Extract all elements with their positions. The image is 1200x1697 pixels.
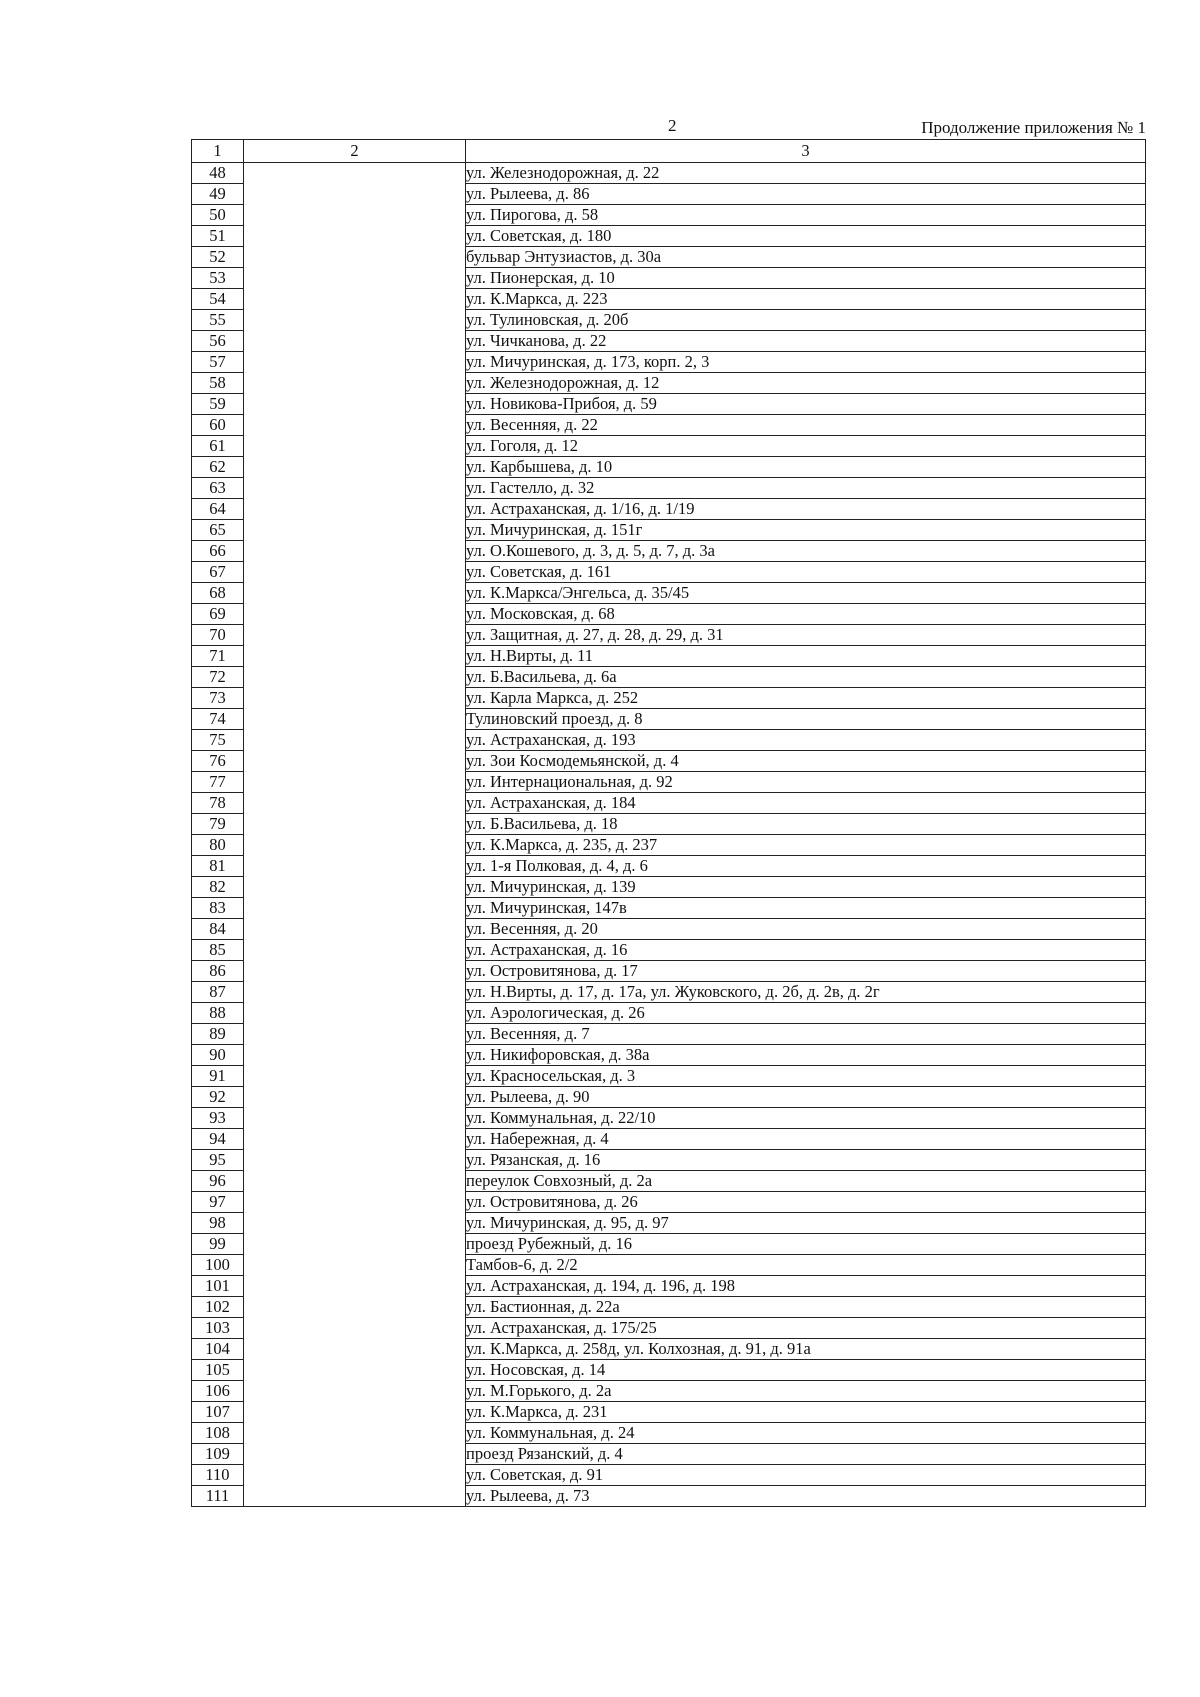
row-number: 50 (192, 205, 244, 226)
address-cell: ул. Астраханская, д. 175/25 (466, 1318, 1146, 1339)
address-cell: ул. Аэрологическая, д. 26 (466, 1003, 1146, 1024)
row-number: 84 (192, 919, 244, 940)
row-number: 52 (192, 247, 244, 268)
address-cell: ул. Советская, д. 180 (466, 226, 1146, 247)
row-number: 88 (192, 1003, 244, 1024)
column-header-2: 2 (244, 140, 466, 163)
column-2-empty-cell (244, 163, 466, 1507)
row-number: 111 (192, 1486, 244, 1507)
row-number: 90 (192, 1045, 244, 1066)
row-number: 79 (192, 814, 244, 835)
address-cell: ул. Чичканова, д. 22 (466, 331, 1146, 352)
row-number: 80 (192, 835, 244, 856)
row-number: 49 (192, 184, 244, 205)
row-number: 102 (192, 1297, 244, 1318)
address-cell: ул. Астраханская, д. 184 (466, 793, 1146, 814)
row-number: 110 (192, 1465, 244, 1486)
table-body (192, 163, 1146, 1507)
address-cell: ул. Рязанская, д. 16 (466, 1150, 1146, 1171)
row-number: 73 (192, 688, 244, 709)
row-number: 69 (192, 604, 244, 625)
address-cell: ул. Астраханская, д. 193 (466, 730, 1146, 751)
header-row (192, 140, 1146, 163)
row-number: 97 (192, 1192, 244, 1213)
address-cell: ул. Островитянова, д. 17 (466, 961, 1146, 982)
address-cell: ул. Зои Космодемьянской, д. 4 (466, 751, 1146, 772)
address-table (191, 139, 1146, 1507)
row-number: 67 (192, 562, 244, 583)
row-number: 72 (192, 667, 244, 688)
address-cell: ул. К.Маркса/Энгельса, д. 35/45 (466, 583, 1146, 604)
address-cell: ул. Н.Вирты, д. 17, д. 17а, ул. Жуковского, д. 2б, д. 2в, д. 2г (466, 982, 1146, 1003)
continuation-label: Продолжение приложения № 1 (921, 118, 1146, 137)
address-cell: ул. Рылеева, д. 86 (466, 184, 1146, 205)
address-cell: ул. Астраханская, д. 194, д. 196, д. 198 (466, 1276, 1146, 1297)
address-cell: ул. Тулиновская, д. 20б (466, 310, 1146, 331)
row-number: 71 (192, 646, 244, 667)
row-number: 78 (192, 793, 244, 814)
row-number: 108 (192, 1423, 244, 1444)
column-header-1: 1 (192, 140, 244, 163)
column-header-3: 3 (466, 140, 1146, 163)
address-cell: ул. Коммунальная, д. 22/10 (466, 1108, 1146, 1129)
address-cell: ул. Карбышева, д. 10 (466, 457, 1146, 478)
table-row (192, 163, 1146, 184)
address-cell: проезд Рязанский, д. 4 (466, 1444, 1146, 1465)
row-number: 85 (192, 940, 244, 961)
row-number: 100 (192, 1255, 244, 1276)
row-number: 48 (192, 163, 244, 184)
address-cell: ул. Мичуринская, д. 151г (466, 520, 1146, 541)
row-number: 59 (192, 394, 244, 415)
address-cell: ул. К.Маркса, д. 223 (466, 289, 1146, 310)
address-cell: ул. Мичуринская, 147в (466, 898, 1146, 919)
address-cell: ул. Новикова-Прибоя, д. 59 (466, 394, 1146, 415)
page-number: 2 (668, 116, 677, 135)
row-number: 56 (192, 331, 244, 352)
address-cell: ул. Весенняя, д. 7 (466, 1024, 1146, 1045)
row-number: 57 (192, 352, 244, 373)
address-cell: ул. Никифоровская, д. 38а (466, 1045, 1146, 1066)
row-number: 55 (192, 310, 244, 331)
row-number: 83 (192, 898, 244, 919)
address-cell: ул. О.Кошевого, д. 3, д. 5, д. 7, д. 3а (466, 541, 1146, 562)
address-cell: ул. Островитянова, д. 26 (466, 1192, 1146, 1213)
row-number: 89 (192, 1024, 244, 1045)
row-number: 106 (192, 1381, 244, 1402)
row-number: 87 (192, 982, 244, 1003)
address-cell: ул. Весенняя, д. 22 (466, 415, 1146, 436)
address-cell: ул. Красносельская, д. 3 (466, 1066, 1146, 1087)
row-number: 51 (192, 226, 244, 247)
address-cell: переулок Совхозный, д. 2а (466, 1171, 1146, 1192)
row-number: 94 (192, 1129, 244, 1150)
address-cell: ул. Интернациональная, д. 92 (466, 772, 1146, 793)
address-cell: бульвар Энтузиастов, д. 30а (466, 247, 1146, 268)
address-cell: ул. Астраханская, д. 1/16, д. 1/19 (466, 499, 1146, 520)
address-cell: ул. Железнодорожная, д. 12 (466, 373, 1146, 394)
row-number: 64 (192, 499, 244, 520)
address-cell: ул. 1-я Полковая, д. 4, д. 6 (466, 856, 1146, 877)
address-cell: ул. Гастелло, д. 32 (466, 478, 1146, 499)
row-number: 70 (192, 625, 244, 646)
row-number: 95 (192, 1150, 244, 1171)
address-cell: ул. Б.Васильева, д. 18 (466, 814, 1146, 835)
address-cell: проезд Рубежный, д. 16 (466, 1234, 1146, 1255)
row-number: 63 (192, 478, 244, 499)
address-cell: Тамбов-6, д. 2/2 (466, 1255, 1146, 1276)
row-number: 93 (192, 1108, 244, 1129)
row-number: 107 (192, 1402, 244, 1423)
row-number: 96 (192, 1171, 244, 1192)
row-number: 103 (192, 1318, 244, 1339)
row-number: 60 (192, 415, 244, 436)
row-number: 92 (192, 1087, 244, 1108)
row-number: 76 (192, 751, 244, 772)
address-cell: ул. Пирогова, д. 58 (466, 205, 1146, 226)
address-cell: ул. Рылеева, д. 90 (466, 1087, 1146, 1108)
address-cell: ул. Н.Вирты, д. 11 (466, 646, 1146, 667)
address-cell: ул. Железнодорожная, д. 22 (466, 163, 1146, 184)
row-number: 91 (192, 1066, 244, 1087)
address-cell: ул. Пионерская, д. 10 (466, 268, 1146, 289)
address-cell: ул. К.Маркса, д. 231 (466, 1402, 1146, 1423)
address-cell: ул. Б.Васильева, д. 6а (466, 667, 1146, 688)
address-cell: ул. Коммунальная, д. 24 (466, 1423, 1146, 1444)
address-cell: ул. Мичуринская, д. 139 (466, 877, 1146, 898)
address-cell: ул. М.Горького, д. 2а (466, 1381, 1146, 1402)
row-number: 58 (192, 373, 244, 394)
address-cell: ул. Набережная, д. 4 (466, 1129, 1146, 1150)
row-number: 109 (192, 1444, 244, 1465)
row-number: 75 (192, 730, 244, 751)
row-number: 66 (192, 541, 244, 562)
address-cell: ул. Весенняя, д. 20 (466, 919, 1146, 940)
address-cell: ул. Бастионная, д. 22а (466, 1297, 1146, 1318)
address-cell: ул. Советская, д. 91 (466, 1465, 1146, 1486)
row-number: 65 (192, 520, 244, 541)
row-number: 98 (192, 1213, 244, 1234)
row-number: 81 (192, 856, 244, 877)
row-number: 54 (192, 289, 244, 310)
row-number: 86 (192, 961, 244, 982)
address-cell: ул. К.Маркса, д. 258д, ул. Колхозная, д. 91, д. 91а (466, 1339, 1146, 1360)
row-number: 82 (192, 877, 244, 898)
address-cell: ул. Мичуринская, д. 95, д. 97 (466, 1213, 1146, 1234)
address-cell: ул. Советская, д. 161 (466, 562, 1146, 583)
address-cell: ул. Мичуринская, д. 173, корп. 2, 3 (466, 352, 1146, 373)
row-number: 74 (192, 709, 244, 730)
row-number: 53 (192, 268, 244, 289)
address-cell: ул. К.Маркса, д. 235, д. 237 (466, 835, 1146, 856)
address-cell: Тулиновский проезд, д. 8 (466, 709, 1146, 730)
address-cell: ул. Защитная, д. 27, д. 28, д. 29, д. 31 (466, 625, 1146, 646)
row-number: 68 (192, 583, 244, 604)
row-number: 104 (192, 1339, 244, 1360)
row-number: 105 (192, 1360, 244, 1381)
row-number: 61 (192, 436, 244, 457)
row-number: 62 (192, 457, 244, 478)
address-cell: ул. Астраханская, д. 16 (466, 940, 1146, 961)
address-cell: ул. Карла Маркса, д. 252 (466, 688, 1146, 709)
row-number: 77 (192, 772, 244, 793)
address-cell: ул. Гоголя, д. 12 (466, 436, 1146, 457)
row-number: 101 (192, 1276, 244, 1297)
address-cell: ул. Рылеева, д. 73 (466, 1486, 1146, 1507)
address-cell: ул. Московская, д. 68 (466, 604, 1146, 625)
row-number: 99 (192, 1234, 244, 1255)
address-cell: ул. Носовская, д. 14 (466, 1360, 1146, 1381)
